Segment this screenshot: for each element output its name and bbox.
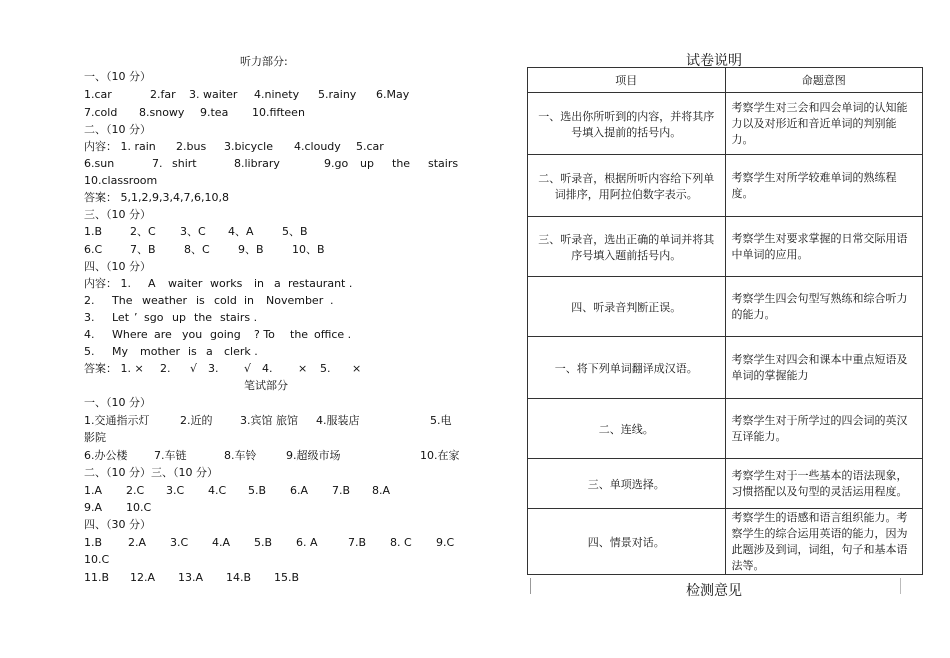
answer-item: A	[148, 277, 156, 290]
answer-item: 9.超级市场	[286, 449, 341, 462]
section-header: 二、（10 分）	[84, 123, 151, 136]
answer-item: 9.tea	[200, 106, 229, 119]
answer-item: 5、B	[282, 225, 308, 238]
table-row	[528, 399, 923, 459]
answer-item: 9、B	[238, 243, 264, 256]
item-cell: 二、听录音，根据所听内容给下列单词排序，用阿拉伯数字表示。	[528, 155, 726, 217]
answer-item: 8.车铃	[224, 449, 257, 462]
answer-item: 6.办公楼	[84, 449, 128, 462]
answer-item: √	[190, 362, 198, 375]
answer-item: 6.May	[376, 88, 410, 101]
answer-item: .	[330, 294, 334, 307]
answer-item: 8、C	[184, 243, 210, 256]
answer-item: 4.C	[208, 484, 227, 497]
table-row	[528, 93, 923, 155]
answer-item: is	[188, 345, 197, 358]
answer-item: 7.B	[332, 484, 351, 497]
answer-item: the	[194, 311, 213, 324]
answer-item: 2.	[84, 294, 95, 307]
answer-item: 3.	[208, 362, 219, 375]
answer-item: 4、A	[228, 225, 254, 238]
answer-item: clerk .	[224, 345, 258, 358]
answer-item: 9.go	[324, 157, 349, 170]
column-header-item: 项目	[528, 68, 726, 93]
table-row	[528, 155, 923, 217]
answer-item: 2.近的	[180, 414, 213, 427]
answer-item: 14.B	[226, 571, 252, 584]
section-header: 一、（10 分）	[84, 396, 151, 409]
intent-cell: 考察学生对所学较难单词的熟练程度。	[725, 155, 923, 217]
answer-item: 11.B	[84, 571, 110, 584]
answer-item: up	[360, 157, 374, 170]
answer-item: 13.A	[178, 571, 204, 584]
answer-row: 影院	[84, 431, 106, 444]
answer-item: weather	[142, 294, 188, 307]
answer-item: up	[172, 311, 186, 324]
answer-item: 5.B	[248, 484, 267, 497]
intent-cell: 考察学生对四会和课本中重点短语及单词的掌握能力	[725, 337, 923, 399]
answer-item: 3.bicycle	[224, 140, 273, 153]
answer-item: 8.snowy	[139, 106, 185, 119]
answer-item: 6.A	[290, 484, 309, 497]
intent-cell: 考察学生对于所学过的四会词的英汉互译能力。	[725, 399, 923, 459]
section-header: 四、（30 分）	[84, 518, 151, 531]
answer-item: 内容： 1.	[84, 277, 131, 290]
item-cell: 三、听录音，选出正确的单词并将其序号填入题前括号内。	[528, 217, 726, 277]
answer-item: restaurant .	[288, 277, 353, 290]
divider	[900, 578, 901, 594]
answer-item: 7、B	[130, 243, 156, 256]
answer-item: 4.cloudy	[294, 140, 341, 153]
answer-item: works	[210, 277, 243, 290]
answer-item: 3.	[84, 311, 95, 324]
intent-cell: 考察学生四会句型写熟练和综合听力的能力。	[725, 277, 923, 337]
answer-item: 1.交通指示灯	[84, 414, 150, 427]
table-row	[528, 459, 923, 509]
answer-item: 1.A	[84, 484, 103, 497]
answer-item: you	[182, 328, 203, 341]
answer-item: 2.A	[128, 536, 147, 549]
answer-item: sgo	[144, 311, 164, 324]
answer-item: 3、C	[180, 225, 206, 238]
answer-item: 2.C	[126, 484, 145, 497]
answer-item: 12.A	[130, 571, 156, 584]
answer-item: waiter	[168, 277, 203, 290]
answer-item: a	[274, 277, 281, 290]
answer-item: 8.A	[372, 484, 391, 497]
answer-line: 答案： 5,1,2,9,3,4,7,6,10,8	[84, 191, 229, 204]
answer-item: ? To	[254, 328, 275, 341]
listening-title: 听力部分:	[240, 55, 288, 68]
spec-title: 试卷说明	[686, 53, 742, 69]
answer-item: stairs .	[220, 311, 258, 324]
answer-row: 10.classroom	[84, 174, 158, 187]
table-row	[528, 217, 923, 277]
answer-item: mother	[140, 345, 181, 358]
table-header-row	[528, 68, 923, 93]
answer-item: 2.	[160, 362, 171, 375]
answer-item: 4.	[262, 362, 273, 375]
column-header-intent: 命题意图	[725, 68, 923, 93]
item-cell: 一、将下列单词翻译成汉语。	[528, 337, 726, 399]
table-row	[528, 277, 923, 337]
answer-item: 3.C	[170, 536, 189, 549]
answer-item: 3. waiter	[189, 88, 238, 101]
answer-item: cold	[214, 294, 237, 307]
section-header: 二、（10 分）三、（10 分）	[84, 466, 218, 479]
answer-item: November	[266, 294, 324, 307]
answer-item: 5.	[84, 345, 95, 358]
answer-item: 6. A	[296, 536, 318, 549]
answer-item: ’	[134, 311, 138, 324]
answer-item: My	[112, 345, 129, 358]
answer-item: the	[392, 157, 411, 170]
answer-item: 6.C	[84, 243, 103, 256]
answer-item: 2.far	[150, 88, 176, 101]
answer-item: are	[154, 328, 172, 341]
answer-item: 3.宾馆 旅馆	[240, 414, 298, 427]
answer-item: office .	[314, 328, 352, 341]
spec-table	[527, 67, 923, 575]
item-cell: 三、单项选择。	[528, 459, 726, 509]
answer-item: 8. C	[390, 536, 412, 549]
answer-item: 15.B	[274, 571, 300, 584]
intent-cell: 考察学生对于一些基本的语法现象，习惯搭配以及句型的灵活运用程度。	[725, 459, 923, 509]
answer-item: The	[112, 294, 133, 307]
table-row	[528, 337, 923, 399]
answer-item: 内容： 1. rain	[84, 140, 156, 153]
answer-item: 8.library	[234, 157, 280, 170]
answer-item: 10.在家	[420, 449, 460, 462]
answer-item: 5.car	[356, 140, 384, 153]
answer-item: the	[290, 328, 309, 341]
answer-item: shirt	[172, 157, 197, 170]
answer-item: 4.ninety	[254, 88, 300, 101]
answer-item: 1.B	[84, 536, 103, 549]
answer-item: 7.cold	[84, 106, 118, 119]
answer-item: 7.	[152, 157, 163, 170]
review-title: 检测意见	[686, 583, 742, 599]
answer-item: 2.bus	[176, 140, 207, 153]
answer-item: 6.sun	[84, 157, 115, 170]
answer-item: 答案： 1. ×	[84, 362, 144, 375]
answer-item: going	[210, 328, 241, 341]
section-header: 四、（10 分）	[84, 260, 151, 273]
answer-item: 5.B	[254, 536, 273, 549]
answer-item: 10.fifteen	[252, 106, 305, 119]
section-header: 三、（10 分）	[84, 208, 151, 221]
answer-item: √	[244, 362, 252, 375]
answer-row: 10.C	[84, 553, 110, 566]
intent-cell: 考察学生的语感和语言组织能力。考察学生的综合运用英语的能力，因为此题涉及到词，词组，句子和基本语法等。	[725, 509, 923, 575]
item-cell: 二、连线。	[528, 399, 726, 459]
answer-item: 7.车链	[154, 449, 187, 462]
answer-item: 7.B	[348, 536, 367, 549]
answer-item: 10.C	[126, 501, 152, 514]
answer-item: ×	[298, 362, 308, 375]
answer-item: 9.A	[84, 501, 103, 514]
answer-item: 4.A	[212, 536, 231, 549]
answer-item: a	[206, 345, 213, 358]
answer-item: 3.C	[166, 484, 185, 497]
answer-item: 4.服装店	[316, 414, 360, 427]
answer-item: 5.rainy	[318, 88, 357, 101]
divider	[530, 578, 531, 594]
item-cell: 四、情景对话。	[528, 509, 726, 575]
answer-item: Let	[112, 311, 130, 324]
answer-item: 5.电	[430, 414, 452, 427]
intent-cell: 考察学生对要求掌握的日常交际用语中单词的应用。	[725, 217, 923, 277]
answer-item: Where	[112, 328, 148, 341]
table-row	[528, 509, 923, 575]
item-cell: 四、听录音判断正误。	[528, 277, 726, 337]
item-cell: 一、选出你所听到的内容，并将其序号填入提前的括号内。	[528, 93, 726, 155]
intent-cell: 考察学生对三会和四会单词的认知能力以及对形近和音近单词的判别能力。	[725, 93, 923, 155]
written-title: 笔试部分	[244, 379, 288, 392]
answer-item: 9.C	[436, 536, 455, 549]
answer-item: stairs	[428, 157, 459, 170]
answer-item: ×	[352, 362, 362, 375]
answer-item: 1.B	[84, 225, 103, 238]
answer-item: in	[254, 277, 265, 290]
answer-item: is	[196, 294, 205, 307]
answer-item: 5.	[320, 362, 331, 375]
answer-item: 1.car	[84, 88, 112, 101]
answer-item: 4.	[84, 328, 95, 341]
answer-item: 2、C	[130, 225, 156, 238]
answer-item: in	[244, 294, 255, 307]
section-header: 一、（10 分）	[84, 70, 151, 83]
answer-item: 10、B	[292, 243, 325, 256]
